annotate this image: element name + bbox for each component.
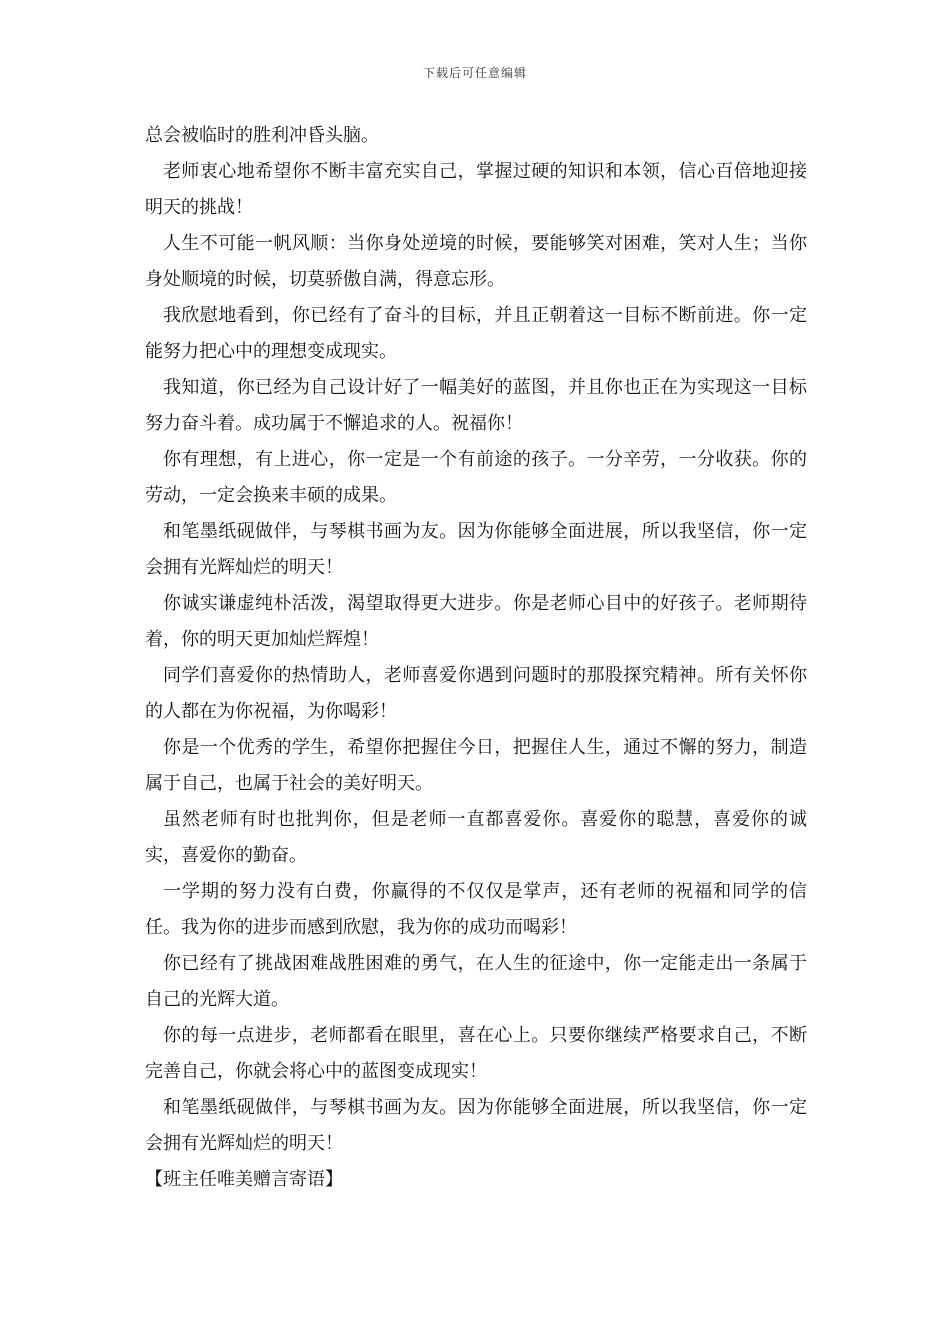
paragraph: 总会被临时的胜利冲昏头脑。	[145, 125, 379, 146]
paragraph: 和笔墨纸砚做伴，与琴棋书画为友。因为你能够全面进展，所以我坚信，你一定会拥有光辉灿烂的明天！	[145, 1097, 807, 1154]
paragraph: 同学们喜爱你的热情助人，老师喜爱你遇到问题时的那股探究精神。所有关怀你的人都在为你祝福，为你喝彩！	[145, 665, 807, 722]
paragraph: 你诚实谦虚纯朴活泼，渴望取得更大进步。你是老师心目中的好孩子。老师期待着，你的明天更加灿烂辉煌！	[145, 593, 807, 650]
paragraph: 你的每一点进步，老师都看在眼里，喜在心上。只要你继续严格要求自己，不断完善自己，你就会将心中的蓝图变成现实！	[145, 1025, 807, 1082]
paragraph: 虽然老师有时也批判你，但是老师一直都喜爱你。喜爱你的聪慧，喜爱你的诚实，喜爱你的勤奋。	[145, 809, 807, 866]
paragraph: 我知道，你已经为自己设计好了一幅美好的蓝图，并且你也正在为实现这一目标努力奋斗着。成功属于不懈追求的人。祝福你！	[145, 377, 807, 434]
paragraph: 你已经有了挑战困难战胜困难的勇气，在人生的征途中，你一定能走出一条属于自己的光辉大道。	[145, 953, 807, 1010]
paragraph: 和笔墨纸砚做伴，与琴棋书画为友。因为你能够全面进展，所以我坚信，你一定会拥有光辉灿烂的明天！	[145, 521, 807, 578]
paragraph: 你有理想，有上进心，你一定是一个有前途的孩子。一分辛劳，一分收获。你的劳动，一定会换来丰硕的成果。	[145, 449, 807, 506]
page-header-note: 下载后可任意编辑	[422, 66, 527, 80]
section-heading: 【班主任唯美赠言寄语】	[145, 1169, 343, 1190]
paragraph: 老师衷心地希望你不断丰富充实自己，掌握过硬的知识和本领，信心百倍地迎接明天的挑战！	[145, 161, 807, 218]
document-body	[145, 118, 807, 1198]
paragraph: 一学期的努力没有白费，你赢得的不仅仅是掌声，还有老师的祝福和同学的信任。我为你的进步而感到欣慰，我为你的成功而喝彩！	[145, 881, 807, 938]
paragraph: 你是一个优秀的学生，希望你把握住今日，把握住人生，通过不懈的努力，制造属于自己，也属于社会的美好明天。	[145, 737, 807, 794]
paragraph: 我欣慰地看到，你已经有了奋斗的目标，并且正朝着这一目标不断前进。你一定能努力把心中的理想变成现实。	[145, 305, 807, 362]
paragraph: 人生不可能一帆风顺：当你身处逆境的时候，要能够笑对困难，笑对人生；当你身处顺境的时候，切莫骄傲自满，得意忘形。	[145, 233, 807, 290]
